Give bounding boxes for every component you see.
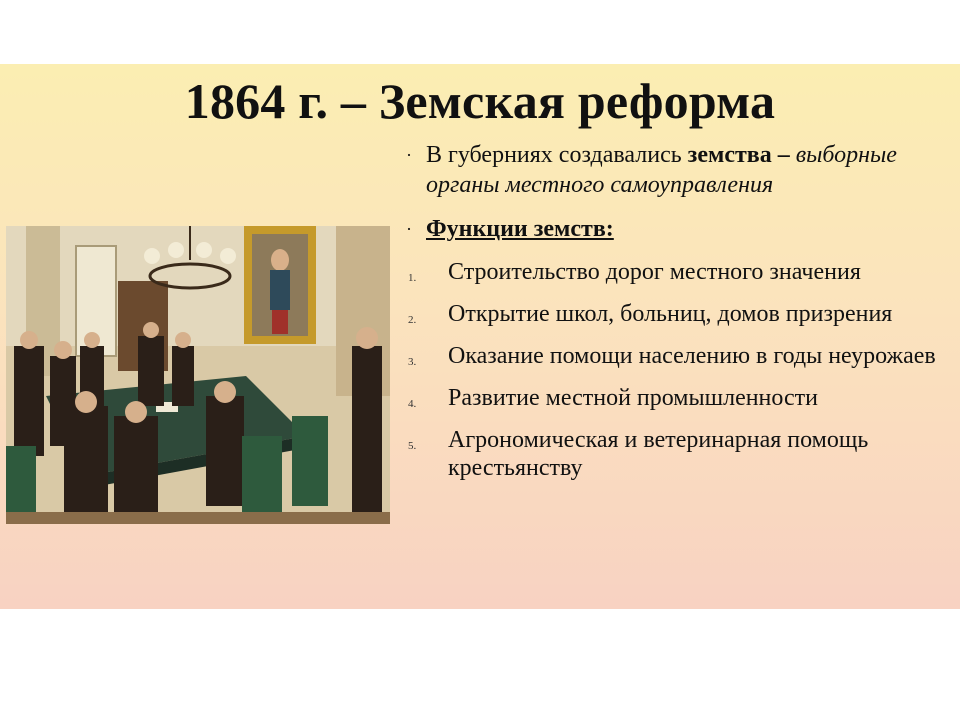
list-item-text: Строительство дорог местного значения [448, 259, 861, 285]
list-item-number: 5. [408, 440, 417, 452]
list-item-number: 1. [408, 272, 417, 284]
functions-list [400, 258, 950, 482]
bullet-text-start: В губерниях создавались [426, 142, 688, 168]
bullet-zemstva [400, 140, 950, 200]
list-item [400, 300, 950, 328]
bullet-dash: – [771, 142, 790, 168]
list-item-text: Агрономическая и ветеринарная помощь крестьянству [448, 427, 869, 481]
bullet-bold-term: земства [687, 142, 772, 168]
list-item [400, 384, 950, 412]
bullet-functions-heading [400, 214, 950, 244]
functions-heading: Функции земств: [426, 216, 614, 242]
list-item-number: 2. [408, 314, 417, 326]
list-item [400, 258, 950, 286]
list-item [400, 342, 950, 370]
list-item-number: 4. [408, 398, 417, 410]
list-item [400, 426, 950, 482]
painting-zemstvo-assembly [6, 226, 390, 524]
content-area [400, 140, 950, 496]
list-item-text: Открытие школ, больниц, домов призрения [448, 301, 893, 327]
painting-illustration [6, 226, 390, 524]
list-item-text: Оказание помощи населению в годы неурожаев [448, 343, 936, 369]
bullet-icon: · [406, 219, 412, 239]
list-item-text: Развитие местной промышленности [448, 385, 818, 411]
bullet-italic-definition: выборные органы местного самоуправления [426, 142, 897, 198]
bullet-icon: · [406, 145, 412, 165]
list-item-number: 3. [408, 356, 417, 368]
slide-title: 1864 г. – Земская реформа [184, 73, 776, 129]
